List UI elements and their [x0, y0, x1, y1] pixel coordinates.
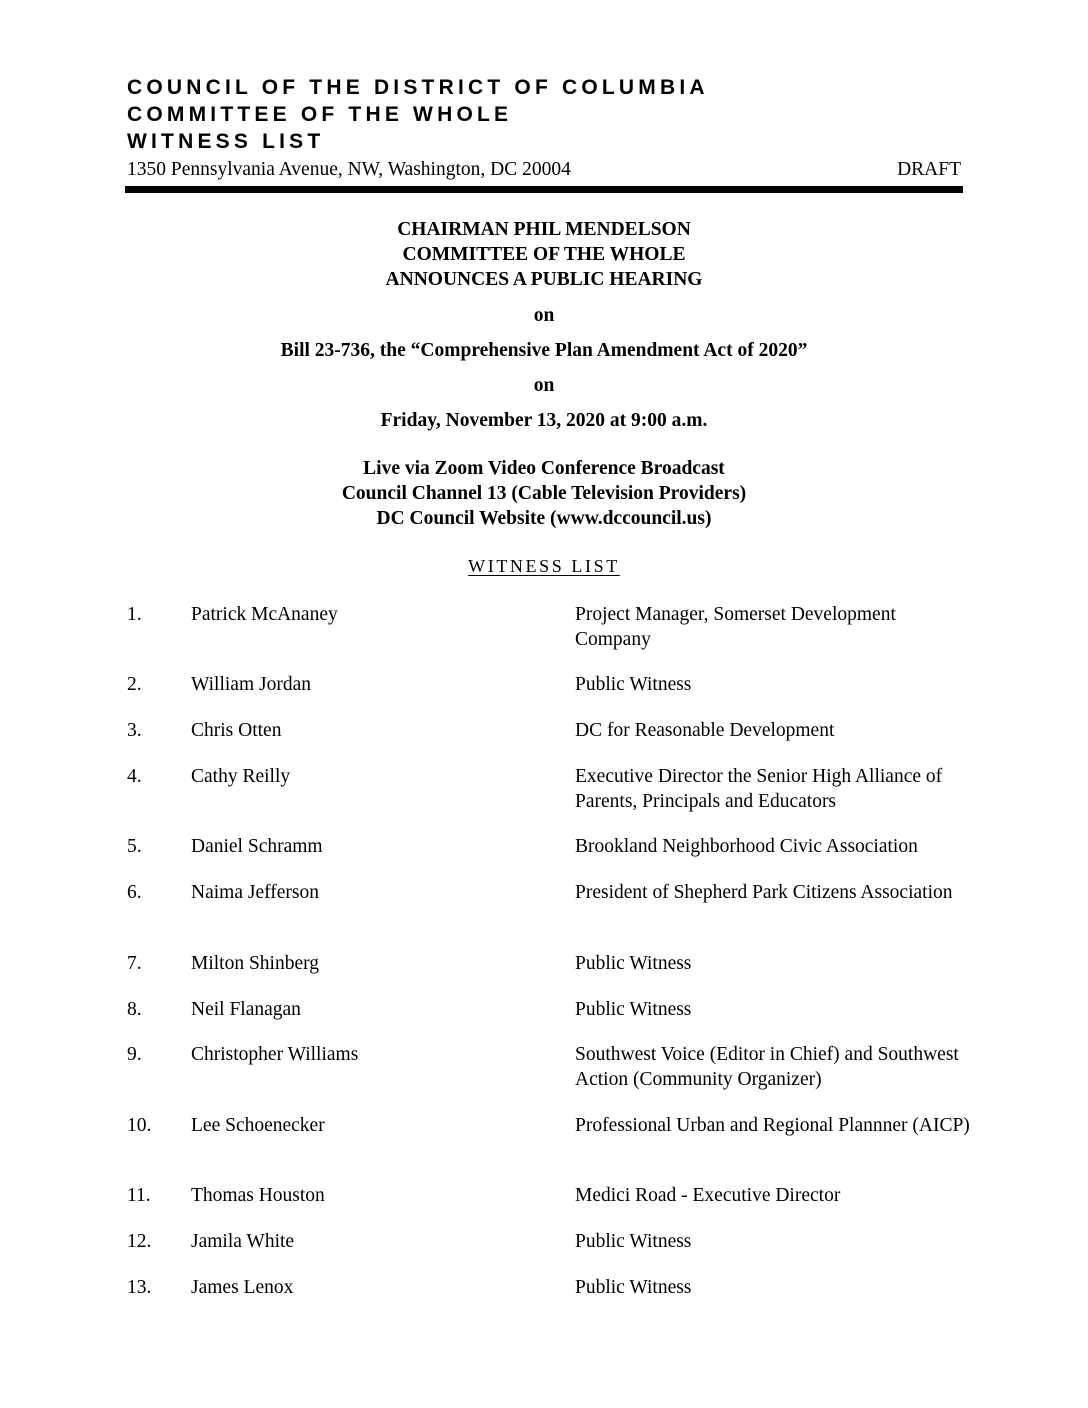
- broadcast-zoom: Live via Zoom Video Conference Broadcast: [363, 458, 725, 479]
- chairman-line: CHAIRMAN PHIL MENDELSON: [397, 219, 691, 240]
- on-connector-1: on: [533, 305, 555, 326]
- council-address: 1350 Pennsylvania Avenue, NW, Washington, DC 20004: [127, 159, 571, 180]
- witness-name: Jamila White: [191, 1231, 295, 1252]
- witness-number: 5.: [127, 836, 142, 857]
- witness-number: 9.: [127, 1044, 142, 1065]
- witness-name: Cathy Reilly: [191, 766, 291, 787]
- witness-number: 1.: [127, 604, 142, 625]
- witness-name: William Jordan: [191, 674, 311, 695]
- witness-affiliation: Public Witness: [575, 1231, 692, 1252]
- committee-line: COMMITTEE OF THE WHOLE: [402, 244, 686, 265]
- broadcast-website: DC Council Website (www.dccouncil.us): [376, 508, 712, 529]
- witness-number: 2.: [127, 674, 142, 695]
- witness-number: 4.: [127, 766, 142, 787]
- witness-name: Lee Schoenecker: [191, 1115, 325, 1136]
- witness-name: Patrick McAnaney: [191, 604, 338, 625]
- witness-affiliation: Public Witness: [575, 999, 692, 1020]
- header-rule: [125, 186, 963, 193]
- witness-name: Chris Otten: [191, 720, 282, 741]
- witness-affiliation: Southwest Voice (Editor in Chief) and Southwest Action (Community Organizer): [575, 1044, 959, 1090]
- witness-name: Neil Flanagan: [191, 999, 301, 1020]
- on-connector-2: on: [533, 375, 555, 396]
- document-type: WITNESS LIST: [127, 130, 325, 153]
- witness-affiliation: DC for Reasonable Development: [575, 720, 835, 741]
- witness-name: James Lenox: [191, 1277, 294, 1298]
- committee-name: COMMITTEE OF THE WHOLE: [127, 103, 513, 126]
- witness-affiliation: Professional Urban and Regional Plannner (AICP): [575, 1115, 970, 1136]
- witness-affiliation: Public Witness: [575, 1277, 692, 1298]
- announces-line: ANNOUNCES A PUBLIC HEARING: [385, 269, 703, 290]
- witness-affiliation: Medici Road - Executive Director: [575, 1185, 841, 1206]
- witness-affiliation: Public Witness: [575, 953, 692, 974]
- witness-name: Daniel Schramm: [191, 836, 323, 857]
- witness-number: 6.: [127, 882, 142, 903]
- witness-number: 7.: [127, 953, 142, 974]
- bill-title: Bill 23-736, the “Comprehensive Plan Amendment Act of 2020”: [280, 340, 808, 361]
- witness-affiliation: Project Manager, Somerset Development Company: [575, 604, 896, 650]
- witness-name: Naima Jefferson: [191, 882, 319, 903]
- witness-affiliation: Public Witness: [575, 674, 692, 695]
- witness-affiliation: Executive Director the Senior High Alliance of Parents, Principals and Educators: [575, 766, 943, 812]
- draft-label: DRAFT: [897, 159, 961, 180]
- witness-number: 13.: [127, 1277, 152, 1298]
- witness-name: Thomas Houston: [191, 1185, 325, 1206]
- council-name: COUNCIL OF THE DISTRICT OF COLUMBIA: [127, 76, 709, 99]
- broadcast-channel: Council Channel 13 (Cable Television Providers): [341, 483, 747, 504]
- witness-number: 8.: [127, 999, 142, 1020]
- witness-number: 3.: [127, 720, 142, 741]
- witness-list-heading-text: WITNESS LIST: [468, 556, 620, 576]
- witness-name: Milton Shinberg: [191, 953, 320, 974]
- witness-number: 10.: [127, 1115, 152, 1136]
- witness-number: 11.: [127, 1185, 151, 1206]
- witness-list-heading: [0, 554, 1088, 578]
- witness-affiliation: Brookland Neighborhood Civic Association: [575, 836, 918, 857]
- witness-number: 12.: [127, 1231, 152, 1252]
- hearing-date: Friday, November 13, 2020 at 9:00 a.m.: [380, 410, 708, 431]
- witness-affiliation: President of Shepherd Park Citizens Association: [575, 882, 953, 903]
- witness-name: Christopher Williams: [191, 1044, 359, 1065]
